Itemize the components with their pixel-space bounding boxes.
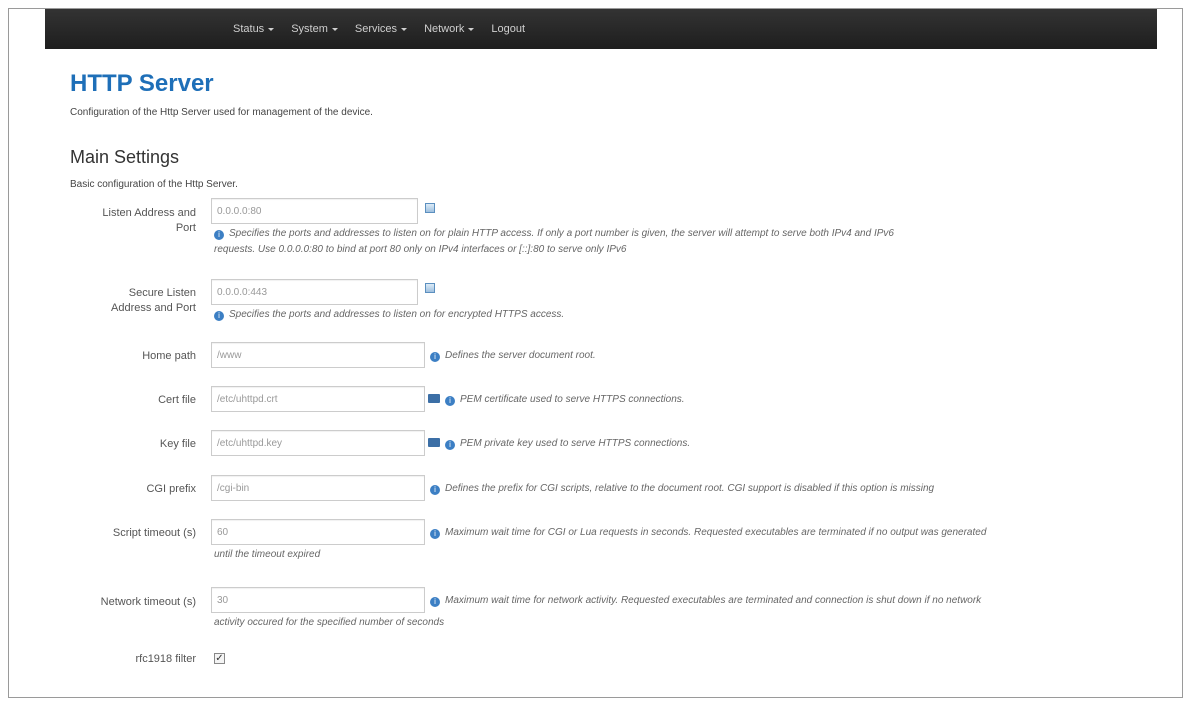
- top-navbar: [45, 9, 1157, 49]
- nav-item-logout[interactable]: Logout: [491, 23, 526, 35]
- info-icon: i: [445, 396, 455, 406]
- cert-file-help: i PEM certificate used to serve HTTPS connections.: [445, 392, 1145, 408]
- list-icon[interactable]: [425, 203, 435, 213]
- script-timeout-input[interactable]: [211, 519, 425, 545]
- info-icon: i: [214, 230, 224, 240]
- script-timeout-label: Script timeout (s): [112, 527, 196, 539]
- nav-item-network[interactable]: Network: [424, 23, 474, 35]
- cgi-prefix-label: CGI prefix: [146, 483, 196, 495]
- info-icon: i: [430, 485, 440, 495]
- checkmark-icon: ✓: [215, 653, 224, 664]
- info-icon: i: [445, 440, 455, 450]
- section-description: Basic configuration of the Http Server.: [70, 179, 238, 190]
- cert-file-label: Cert file: [158, 394, 196, 406]
- secure-listen-label: Secure Listen Address and Port: [111, 287, 196, 314]
- network-timeout-label: Network timeout (s): [100, 596, 196, 608]
- key-file-input[interactable]: [211, 430, 425, 456]
- caret-down-icon: [332, 28, 338, 31]
- network-timeout-input[interactable]: [211, 587, 425, 613]
- cert-file-input[interactable]: [211, 386, 425, 412]
- network-timeout-help-cont: activity occured for the specified number of seconds: [214, 617, 445, 628]
- page-title: HTTP Server: [70, 70, 214, 97]
- nav-item-status[interactable]: Status: [233, 23, 274, 35]
- info-icon: i: [430, 597, 440, 607]
- page-description: Configuration of the Http Server used for management of the device.: [70, 107, 373, 118]
- rfc1918-filter-label: rfc1918 filter: [135, 653, 196, 665]
- info-icon: i: [430, 352, 440, 362]
- section-title: Main Settings: [70, 147, 180, 167]
- folder-icon[interactable]: [428, 394, 440, 403]
- listen-address-label: Listen Address and Port: [102, 207, 196, 234]
- cgi-prefix-input[interactable]: [211, 475, 425, 501]
- nav-item-system[interactable]: System: [291, 23, 338, 35]
- folder-icon[interactable]: [428, 438, 440, 447]
- home-path-help: i Defines the server document root.: [430, 348, 1130, 364]
- nav-item-services[interactable]: Services: [355, 23, 407, 35]
- network-timeout-help: i Maximum wait time for network activity. Requested executables are terminated and connection is shut down if no network: [430, 593, 1170, 609]
- home-path-input[interactable]: [211, 342, 425, 368]
- cgi-prefix-help: i Defines the prefix for CGI scripts, relative to the document root. CGI support is disabled if this option is missing: [430, 481, 1170, 497]
- info-icon: i: [214, 311, 224, 321]
- caret-down-icon: [468, 28, 474, 31]
- secure-listen-input[interactable]: [211, 279, 418, 305]
- page-frame: [8, 8, 1183, 698]
- rfc1918-filter-checkbox[interactable]: [214, 653, 225, 664]
- listen-address-help: i Specifies the ports and addresses to listen on for plain HTTP access. If only a port number is given, the server will attempt to serve both IPv4 and IPv6 requests. Use 0.0.0.0:80 to bind at port 80 only on IPv4 interfaces or [::]:80 to serve only IPv6: [214, 228, 894, 255]
- key-file-label: Key file: [159, 438, 196, 450]
- script-timeout-help: i Maximum wait time for CGI or Lua requests in seconds. Requested executables are terminated if no output was generated: [430, 525, 1170, 541]
- script-timeout-help-cont: until the timeout expired: [214, 549, 321, 560]
- key-file-help: i PEM private key used to serve HTTPS connections.: [445, 436, 1145, 452]
- caret-down-icon: [401, 28, 407, 31]
- nav-menu: [233, 9, 542, 49]
- secure-listen-help: i Specifies the ports and addresses to listen on for encrypted HTTPS access.: [214, 307, 1114, 323]
- listen-address-input[interactable]: [211, 198, 418, 224]
- home-path-label: Home path: [142, 350, 196, 362]
- list-icon[interactable]: [425, 283, 435, 293]
- caret-down-icon: [268, 28, 274, 31]
- info-icon: i: [430, 529, 440, 539]
